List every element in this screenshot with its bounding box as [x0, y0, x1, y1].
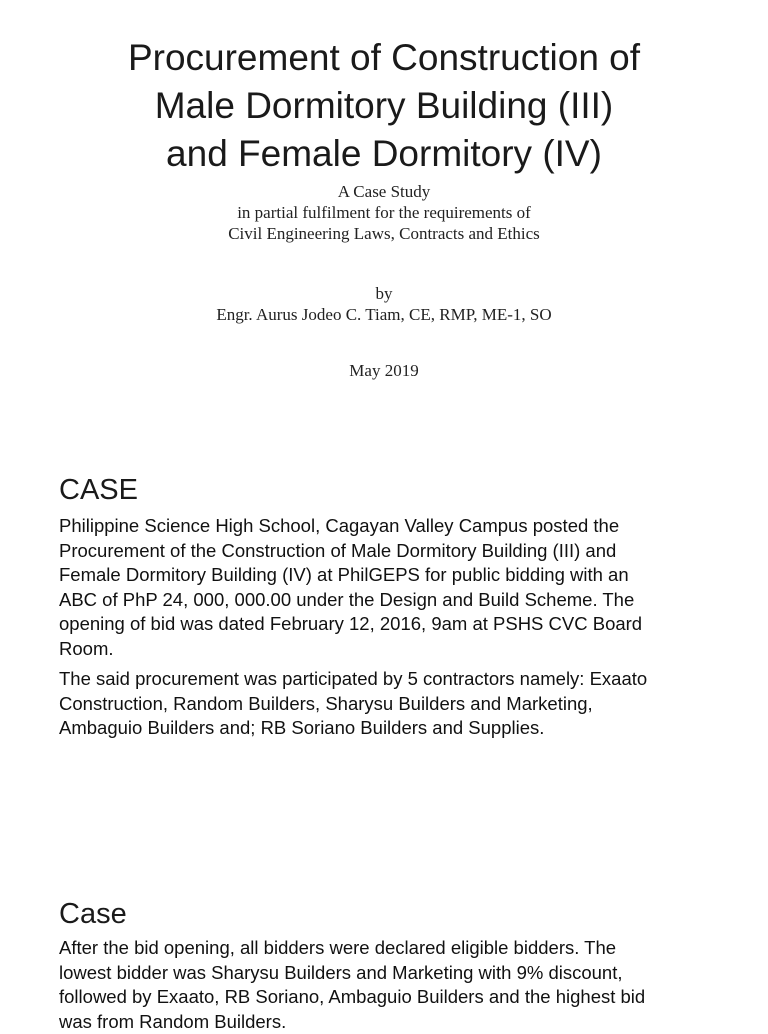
- byline: [40, 283, 728, 325]
- section-heading: Case: [59, 896, 127, 932]
- paragraph-line: was from Random Builders.: [59, 1010, 729, 1034]
- paragraph-line: Room.: [59, 637, 729, 662]
- paragraph-line: The said procurement was participated by 5 contractors namely: Exaato: [59, 667, 729, 692]
- case-slide: [0, 448, 768, 868]
- paragraph-line: Ambaguio Builders and; RB Soriano Builders and Supplies.: [59, 716, 729, 741]
- subtitle-line: Civil Engineering Laws, Contracts and Ethics: [40, 223, 728, 244]
- bid-result-paragraph: [59, 936, 729, 1034]
- document-title: [40, 34, 728, 178]
- paragraph-line: Construction, Random Builders, Sharysu Builders and Marketing,: [59, 692, 729, 717]
- paragraph-line: After the bid opening, all bidders were declared eligible bidders. The: [59, 936, 729, 961]
- case-slide-2: [0, 880, 768, 1024]
- author-name: Engr. Aurus Jodeo C. Tiam, CE, RMP, ME-1, SO: [40, 304, 728, 325]
- paragraph-line: followed by Exaato, RB Soriano, Ambaguio Builders and the highest bid: [59, 985, 729, 1010]
- paragraph-line: opening of bid was dated February 12, 2016, 9am at PSHS CVC Board: [59, 612, 729, 637]
- title-line: Procurement of Construction of: [40, 34, 728, 82]
- document-subtitle: [40, 181, 728, 244]
- paragraph-line: Philippine Science High School, Cagayan Valley Campus posted the: [59, 514, 729, 539]
- document-date: May 2019: [40, 360, 728, 381]
- paragraph-line: ABC of PhP 24, 000, 000.00 under the Design and Build Scheme. The: [59, 588, 729, 613]
- subtitle-line: A Case Study: [40, 181, 728, 202]
- section-heading: CASE: [59, 472, 138, 508]
- by-label: by: [40, 283, 728, 304]
- paragraph-line: lowest bidder was Sharysu Builders and Marketing with 9% discount,: [59, 961, 729, 986]
- case-paragraph: [59, 514, 729, 661]
- title-line: and Female Dormitory (IV): [40, 130, 728, 178]
- subtitle-line: in partial fulfilment for the requirements of: [40, 202, 728, 223]
- title-line: Male Dormitory Building (III): [40, 82, 728, 130]
- paragraph-line: Female Dormitory Building (IV) at PhilGEPS for public bidding with an: [59, 563, 729, 588]
- paragraph-line: Procurement of the Construction of Male Dormitory Building (III) and: [59, 539, 729, 564]
- contractors-paragraph: [59, 667, 729, 741]
- title-slide: [0, 0, 768, 430]
